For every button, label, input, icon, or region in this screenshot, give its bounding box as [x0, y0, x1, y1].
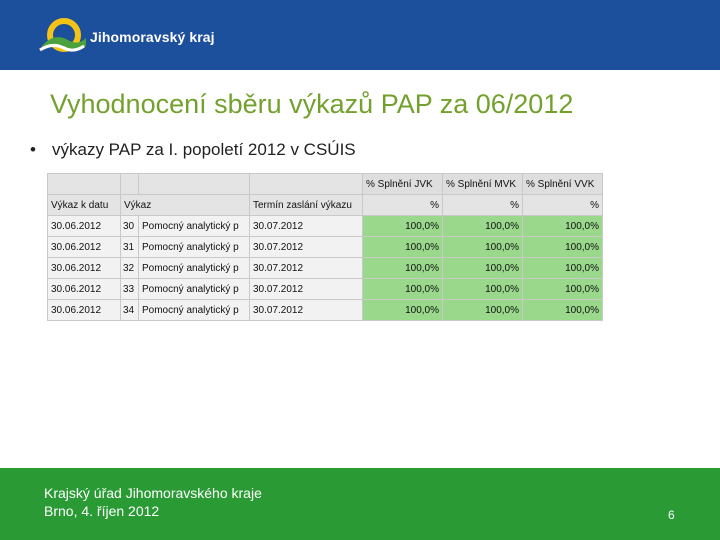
header-mvk: % Splnění MVK: [443, 174, 523, 195]
header-band: [0, 0, 720, 70]
bullet-text: výkazy PAP za I. popoletí 2012 v CSÚIS: [52, 140, 356, 159]
col-header-pct: %: [363, 195, 443, 216]
cell-vvk: 100,0%: [523, 300, 603, 321]
cell-num: 32: [121, 258, 139, 279]
cell-num: 34: [121, 300, 139, 321]
cell-date: 30.06.2012: [48, 216, 121, 237]
cell-num: 30: [121, 216, 139, 237]
report-table: [47, 173, 603, 321]
cell-term: 30.07.2012: [250, 216, 363, 237]
header-cell: [48, 174, 121, 195]
col-header-pct: %: [523, 195, 603, 216]
page-number: 6: [668, 508, 675, 522]
bullet-item: [30, 140, 356, 160]
brand-name: Jihomoravský kraj: [90, 29, 215, 45]
cell-term: 30.07.2012: [250, 258, 363, 279]
col-header-report: Výkaz: [121, 195, 250, 216]
cell-term: 30.07.2012: [250, 279, 363, 300]
table-header-row: [48, 195, 603, 216]
cell-jvk: 100,0%: [363, 300, 443, 321]
header-cell: [121, 174, 139, 195]
footer-date: Brno, 4. říjen 2012: [44, 503, 160, 519]
cell-name: Pomocný analytický p: [139, 237, 250, 258]
slide-title: Vyhodnocení sběru výkazů PAP za 06/2012: [50, 89, 574, 119]
cell-vvk: 100,0%: [523, 237, 603, 258]
table-row: [48, 237, 603, 258]
cell-date: 30.06.2012: [48, 300, 121, 321]
cell-term: 30.07.2012: [250, 237, 363, 258]
cell-date: 30.06.2012: [48, 237, 121, 258]
col-header-pct: %: [443, 195, 523, 216]
cell-name: Pomocný analytický p: [139, 216, 250, 237]
footer-band: [0, 468, 720, 540]
table-row: [48, 216, 603, 237]
cell-mvk: 100,0%: [443, 237, 523, 258]
cell-name: Pomocný analytický p: [139, 258, 250, 279]
footer-office: Krajský úřad Jihomoravského kraje: [44, 485, 262, 501]
table-row: [48, 258, 603, 279]
col-header-term: Termín zaslání výkazu: [250, 195, 363, 216]
header-jvk: % Splnění JVK: [363, 174, 443, 195]
cell-mvk: 100,0%: [443, 216, 523, 237]
cell-jvk: 100,0%: [363, 237, 443, 258]
cell-vvk: 100,0%: [523, 279, 603, 300]
table-row: [48, 300, 603, 321]
cell-mvk: 100,0%: [443, 300, 523, 321]
header-cell: [250, 174, 363, 195]
cell-jvk: 100,0%: [363, 216, 443, 237]
header-vvk: % Splnění VVK: [523, 174, 603, 195]
cell-vvk: 100,0%: [523, 216, 603, 237]
cell-num: 31: [121, 237, 139, 258]
cell-term: 30.07.2012: [250, 300, 363, 321]
cell-num: 33: [121, 279, 139, 300]
cell-name: Pomocný analytický p: [139, 279, 250, 300]
table-group-header-row: [48, 174, 603, 195]
cell-mvk: 100,0%: [443, 258, 523, 279]
header-cell: [139, 174, 250, 195]
cell-jvk: 100,0%: [363, 279, 443, 300]
bullet-icon: •: [30, 140, 36, 159]
table-row: [48, 279, 603, 300]
cell-name: Pomocný analytický p: [139, 300, 250, 321]
cell-mvk: 100,0%: [443, 279, 523, 300]
cell-vvk: 100,0%: [523, 258, 603, 279]
cell-date: 30.06.2012: [48, 258, 121, 279]
cell-date: 30.06.2012: [48, 279, 121, 300]
region-logo-icon: [38, 16, 88, 56]
col-header-date: Výkaz k datu: [48, 195, 121, 216]
cell-jvk: 100,0%: [363, 258, 443, 279]
footer-text: [44, 484, 262, 520]
